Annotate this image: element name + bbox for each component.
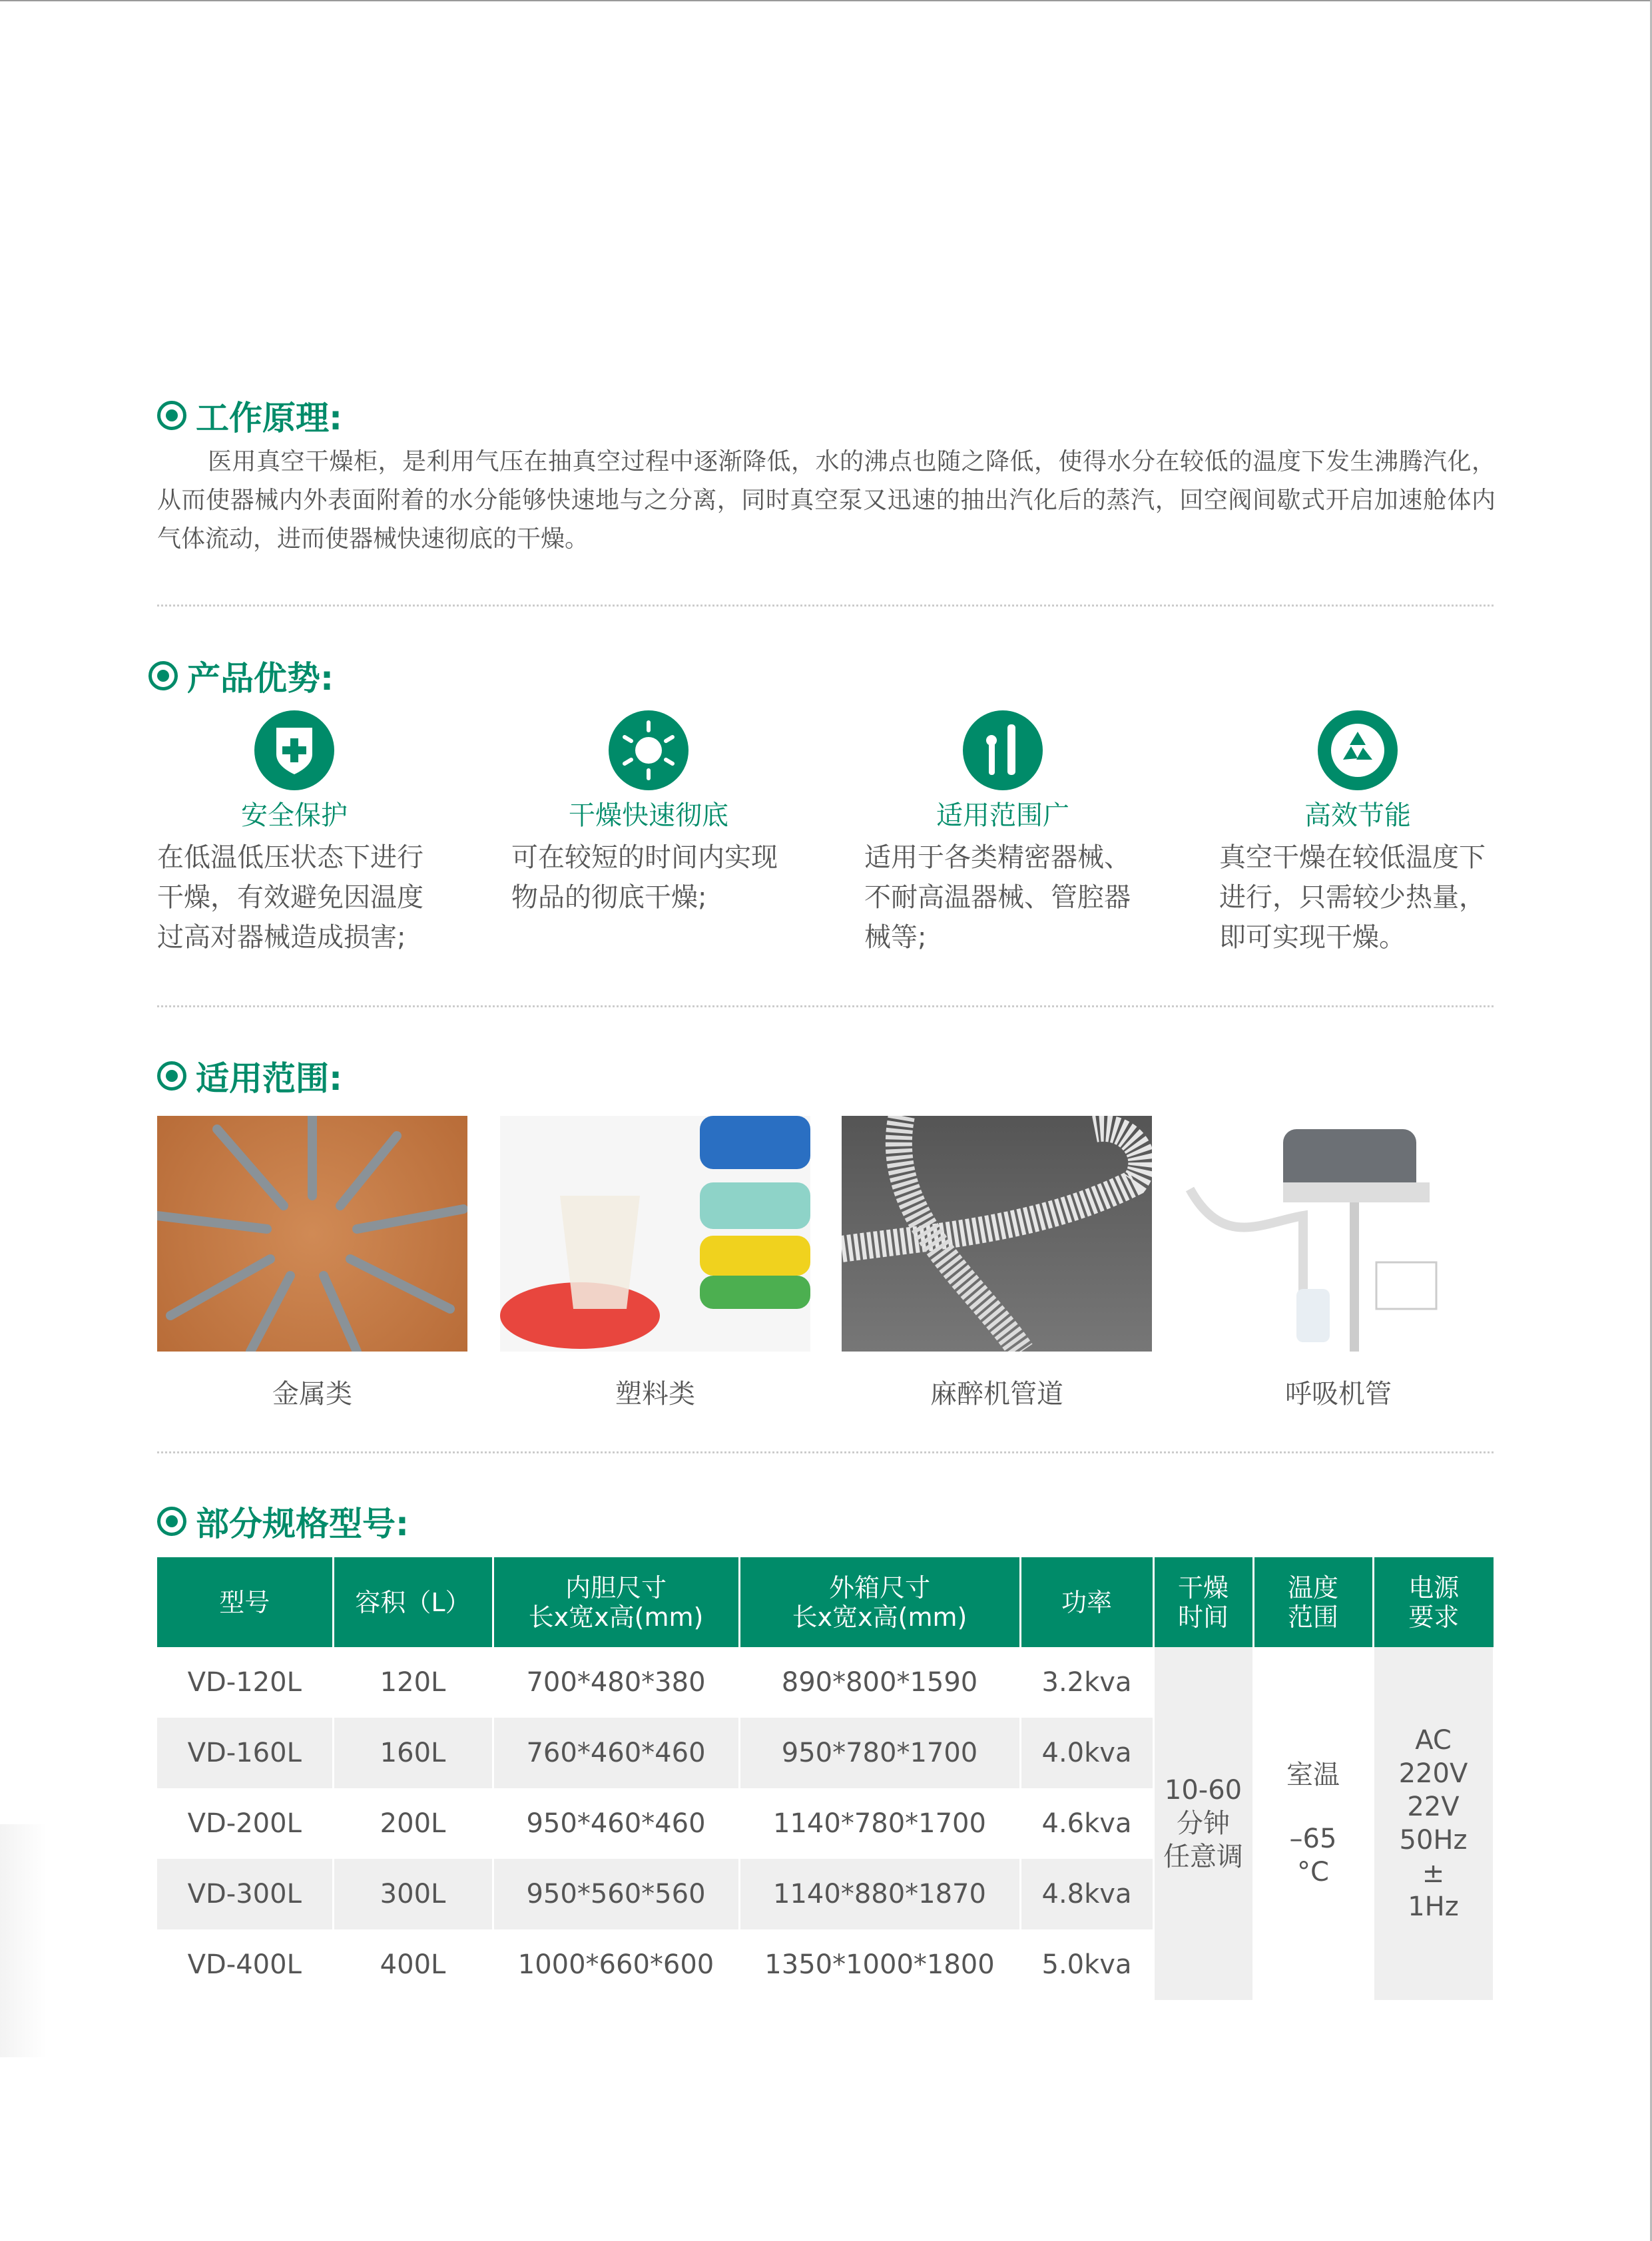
table-cell: VD-160L <box>157 1718 333 1788</box>
table-cell: 1350*1000*1800 <box>739 1929 1020 2000</box>
page-border-top <box>0 0 1652 1</box>
section-heading-principle <box>157 391 342 439</box>
scope-label: 金属类 <box>272 1379 352 1409</box>
cell-line: 室温 <box>1286 1760 1340 1790</box>
feature-description: 可在较短的时间内实现物品的彻底干燥; <box>511 842 778 913</box>
header-power-supply <box>1373 1557 1494 1647</box>
header-line: 范围 <box>1287 1602 1338 1632</box>
table-cell: 700*480*380 <box>493 1647 739 1718</box>
table-cell: 950*460*460 <box>493 1788 739 1859</box>
table-cell: 300L <box>333 1859 493 1929</box>
section-heading-specs <box>157 1497 409 1545</box>
divider <box>157 605 1494 607</box>
cell-line: 50Hz <box>1399 1825 1468 1856</box>
table-cell: 4.6kva <box>1020 1788 1153 1859</box>
feature-title: 高效节能 <box>1304 800 1411 831</box>
feature-description: 适用于各类精密器械、不耐高温器械、管腔器械等; <box>864 842 1131 953</box>
section-heading-advantages <box>148 652 334 700</box>
table-cell: 400L <box>333 1929 493 2000</box>
header-temp-range <box>1253 1557 1373 1647</box>
ventilator-tube-image <box>1183 1116 1494 1352</box>
cell-line: AC <box>1415 1725 1452 1756</box>
header-line: 内胆尺寸 <box>565 1573 667 1603</box>
divider <box>157 1451 1494 1453</box>
cell-line: 分钟 <box>1177 1808 1230 1839</box>
table-cell: VD-200L <box>157 1788 333 1859</box>
dry-time-cell <box>1153 1647 1253 2000</box>
section-title: 适用范围: <box>196 1059 342 1098</box>
tools-icon <box>963 710 1043 790</box>
feature-description: 真空干燥在较低温度下进行，只需较少热量，即可实现干燥。 <box>1219 842 1486 953</box>
header-line: 温度 <box>1287 1573 1338 1603</box>
feature-icon-energy <box>1318 710 1398 790</box>
table-header-row <box>157 1557 1494 1647</box>
bullet-icon <box>148 661 178 690</box>
cell-line <box>1254 1792 1372 1822</box>
table-cell: 950*780*1700 <box>739 1718 1020 1788</box>
header-line: 时间 <box>1177 1602 1229 1632</box>
header-line: 长x宽x高(mm) <box>792 1602 967 1632</box>
section-heading-scope <box>157 1052 342 1100</box>
table-cell: 950*560*560 <box>493 1859 739 1929</box>
cell-line: ± <box>1422 1858 1445 1889</box>
header-outer-size <box>739 1557 1020 1647</box>
bullet-icon <box>157 401 186 430</box>
page-edge-shade <box>0 1824 47 2057</box>
scope-label: 呼吸机管 <box>1285 1379 1392 1409</box>
cell-line: 22V <box>1407 1792 1460 1822</box>
header-model: 型号 <box>157 1557 333 1647</box>
scope-label: 麻醉机管道 <box>930 1379 1063 1409</box>
feature-icon-safety <box>254 710 334 790</box>
table-cell: 1140*880*1870 <box>739 1859 1020 1929</box>
specs-table <box>157 1557 1495 2000</box>
feature-title: 适用范围广 <box>936 800 1069 831</box>
table-cell: 760*460*460 <box>493 1718 739 1788</box>
section-title: 部分规格型号: <box>196 1505 409 1543</box>
feature-title: 干燥快速彻底 <box>569 800 728 831</box>
table-cell: 200L <box>333 1788 493 1859</box>
power-supply-cell <box>1373 1647 1494 2000</box>
table-row <box>157 1647 1494 1718</box>
table-cell: 4.0kva <box>1020 1718 1153 1788</box>
table-cell: 160L <box>333 1718 493 1788</box>
header-dry-time <box>1153 1557 1253 1647</box>
header-line: 外箱尺寸 <box>828 1573 930 1603</box>
header-power: 功率 <box>1020 1557 1153 1647</box>
anesthesia-tubing-image <box>842 1116 1152 1352</box>
table-cell: 890*800*1590 <box>739 1647 1020 1718</box>
metal-instruments-image <box>157 1116 467 1352</box>
cell-line: 220V <box>1398 1758 1468 1789</box>
section-title: 产品优势: <box>187 659 334 698</box>
divider <box>157 1005 1494 1007</box>
scope-label: 塑料类 <box>615 1379 695 1409</box>
header-line: 干燥 <box>1177 1573 1229 1603</box>
section-title: 工作原理: <box>196 399 342 437</box>
header-line: 电源 <box>1408 1573 1460 1603</box>
feature-description: 在低温低压状态下进行干燥，有效避免因温度过高对器械造成损害; <box>157 842 423 953</box>
cell-line: 1Hz <box>1408 1891 1459 1922</box>
recycle-icon <box>1318 710 1398 790</box>
table-cell: 4.8kva <box>1020 1859 1153 1929</box>
table-cell: 120L <box>333 1647 493 1718</box>
bullet-icon <box>157 1507 186 1536</box>
feature-icon-drying <box>609 710 688 790</box>
table-cell: 1140*780*1700 <box>739 1788 1020 1859</box>
plastic-items-image <box>500 1116 810 1352</box>
table-cell: VD-120L <box>157 1647 333 1718</box>
table-cell: 1000*660*600 <box>493 1929 739 2000</box>
temp-range-cell <box>1253 1647 1373 2000</box>
cell-line: 10-60 <box>1164 1775 1242 1806</box>
header-line: 长x宽x高(mm) <box>528 1602 704 1632</box>
table-cell: VD-300L <box>157 1859 333 1929</box>
cell-line: –65 <box>1289 1824 1337 1854</box>
header-volume: 容积（L） <box>333 1557 493 1647</box>
cell-line: °C <box>1297 1857 1329 1887</box>
table-cell: 3.2kva <box>1020 1647 1153 1718</box>
shield-plus-icon <box>254 710 334 790</box>
cell-line: 任意调 <box>1163 1842 1243 1872</box>
principle-paragraph: 医用真空干燥柜，是利用气压在抽真空过程中逐渐降低，水的沸点也随之降低，使得水分在较低的温度下发生沸腾汽化，从而使器械内外表面附着的水分能够快速地与之分离，同时真空泵又迅速的抽出汽化后的蒸汽，回空阀间歇式开启加速舱体内气体流动，进而使器械快速彻底的干燥。 <box>157 448 1496 553</box>
feature-icon-scope <box>963 710 1043 790</box>
bullet-icon <box>157 1061 186 1091</box>
feature-title: 安全保护 <box>241 800 348 831</box>
table-cell: 5.0kva <box>1020 1929 1153 2000</box>
table-cell: VD-400L <box>157 1929 333 2000</box>
sun-icon <box>609 710 688 790</box>
header-inner-size <box>493 1557 739 1647</box>
header-line: 要求 <box>1408 1602 1460 1632</box>
